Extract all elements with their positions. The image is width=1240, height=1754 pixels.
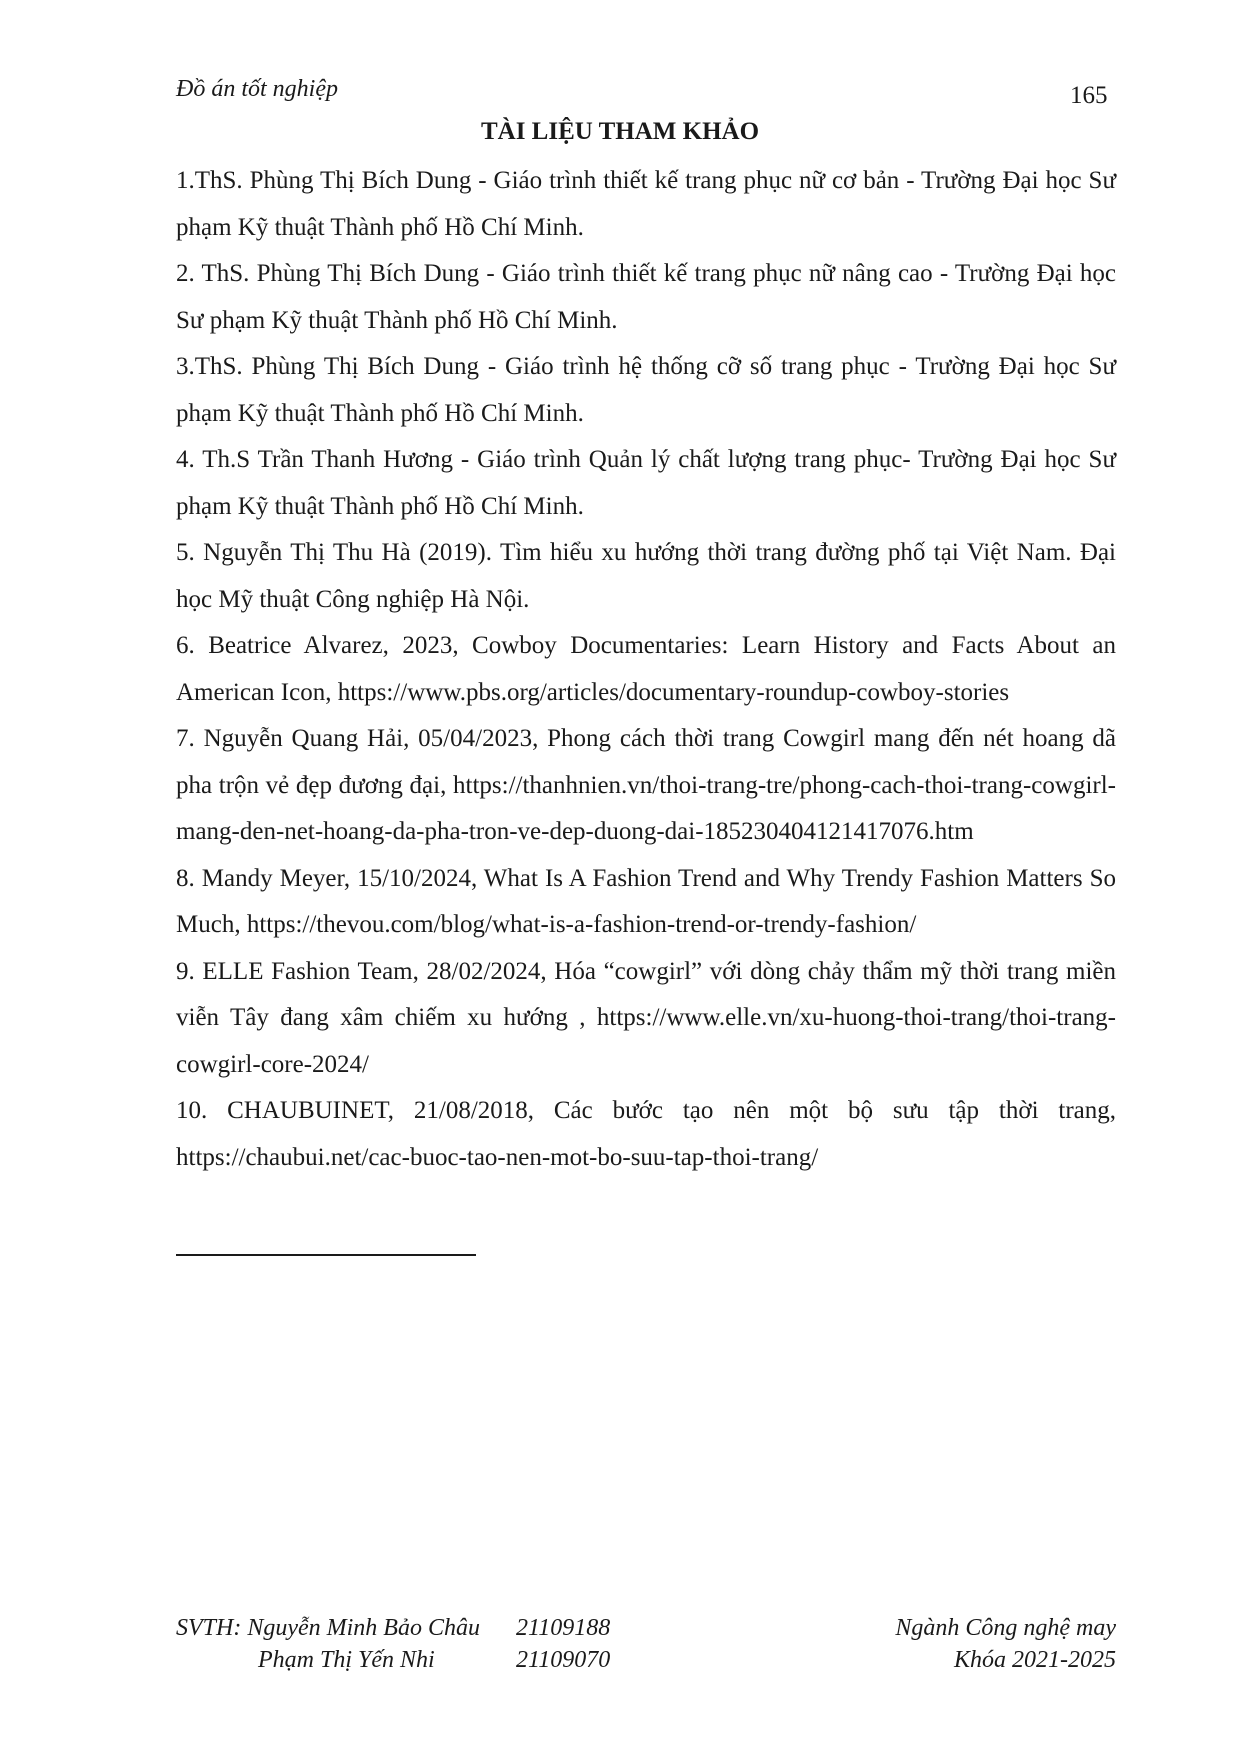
reference-item-2: 2. ThS. Phùng Thị Bích Dung - Giáo trình thiết kế trang phục nữ nâng cao - Trường Đại học Sư phạm Kỹ thuật Thành phố Hồ Chí Minh. (176, 260, 1116, 334)
footer-student-row (176, 1612, 696, 1644)
page-number: 165 (1070, 82, 1108, 109)
reference-item-7: 7. Nguyễn Quang Hải, 05/04/2023, Phong cách thời trang Cowgirl mang đến nét hoang dã pha trộn vẻ đẹp đương đại, https://thanhnien.vn/thoi-trang-tre/phong-cach-thoi-trang-cowgirl-mang-den-net-hoang-da-pha-tron-ve-dep-duong-dai-185230404121417076.htm (176, 725, 1116, 845)
footer-students (176, 1612, 696, 1676)
reference-item-10: 10. CHAUBUINET, 21/08/2018, Các bước tạo nên một bộ sưu tập thời trang, https://chaubui.net/cac-buoc-tao-nen-mot-bo-suu-tap-thoi-trang/ (176, 1097, 1116, 1171)
footer-program (895, 1612, 1116, 1676)
reference-list (176, 158, 1116, 1181)
major-name: Ngành Công nghệ may (895, 1615, 1116, 1641)
document-header-title: Đồ án tốt nghiệp (176, 76, 338, 102)
student-id: 21109188 (516, 1615, 611, 1641)
section-title: TÀI LIỆU THAM KHẢO (480, 118, 760, 145)
student-name: SVTH: Nguyễn Minh Bảo Châu (176, 1615, 480, 1641)
reference-item-3: 3.ThS. Phùng Thị Bích Dung - Giáo trình hệ thống cỡ số trang phục - Trường Đại học Sư phạm Kỹ thuật Thành phố Hồ Chí Minh. (176, 353, 1116, 427)
footnote-divider (176, 1254, 476, 1256)
reference-item-5: 5. Nguyễn Thị Thu Hà (2019). Tìm hiểu xu hướng thời trang đường phố tại Việt Nam. Đại học Mỹ thuật Công nghiệp Hà Nội. (176, 539, 1116, 613)
reference-item-4: 4. Th.S Trần Thanh Hương - Giáo trình Quản lý chất lượng trang phục- Trường Đại học Sư phạm Kỹ thuật Thành phố Hồ Chí Minh. (176, 446, 1116, 520)
course-years: Khóa 2021-2025 (954, 1647, 1116, 1673)
reference-item-6: 6. Beatrice Alvarez, 2023, Cowboy Documentaries: Learn History and Facts About an American Icon, https://www.pbs.org/articles/documentary-roundup-cowboy-stories (176, 632, 1116, 706)
reference-item-1: 1.ThS. Phùng Thị Bích Dung - Giáo trình thiết kế trang phục nữ cơ bản - Trường Đại học Sư phạm Kỹ thuật Thành phố Hồ Chí Minh. (176, 167, 1116, 241)
student-name: Phạm Thị Yến Nhi (258, 1647, 435, 1673)
footer-student-row (176, 1644, 696, 1676)
student-id: 21109070 (516, 1647, 611, 1673)
reference-item-8: 8. Mandy Meyer, 15/10/2024, What Is A Fashion Trend and Why Trendy Fashion Matters So Much, https://thevou.com/blog/what-is-a-fashion-trend-or-trendy-fashion/ (176, 864, 1116, 938)
reference-item-9: 9. ELLE Fashion Team, 28/02/2024, Hóa “cowgirl” với dòng chảy thẩm mỹ thời trang miền viễn Tây đang xâm chiếm xu hướng , https://www.elle.vn/xu-huong-thoi-trang/thoi-trang-cowgirl-core-2024/ (176, 957, 1116, 1078)
